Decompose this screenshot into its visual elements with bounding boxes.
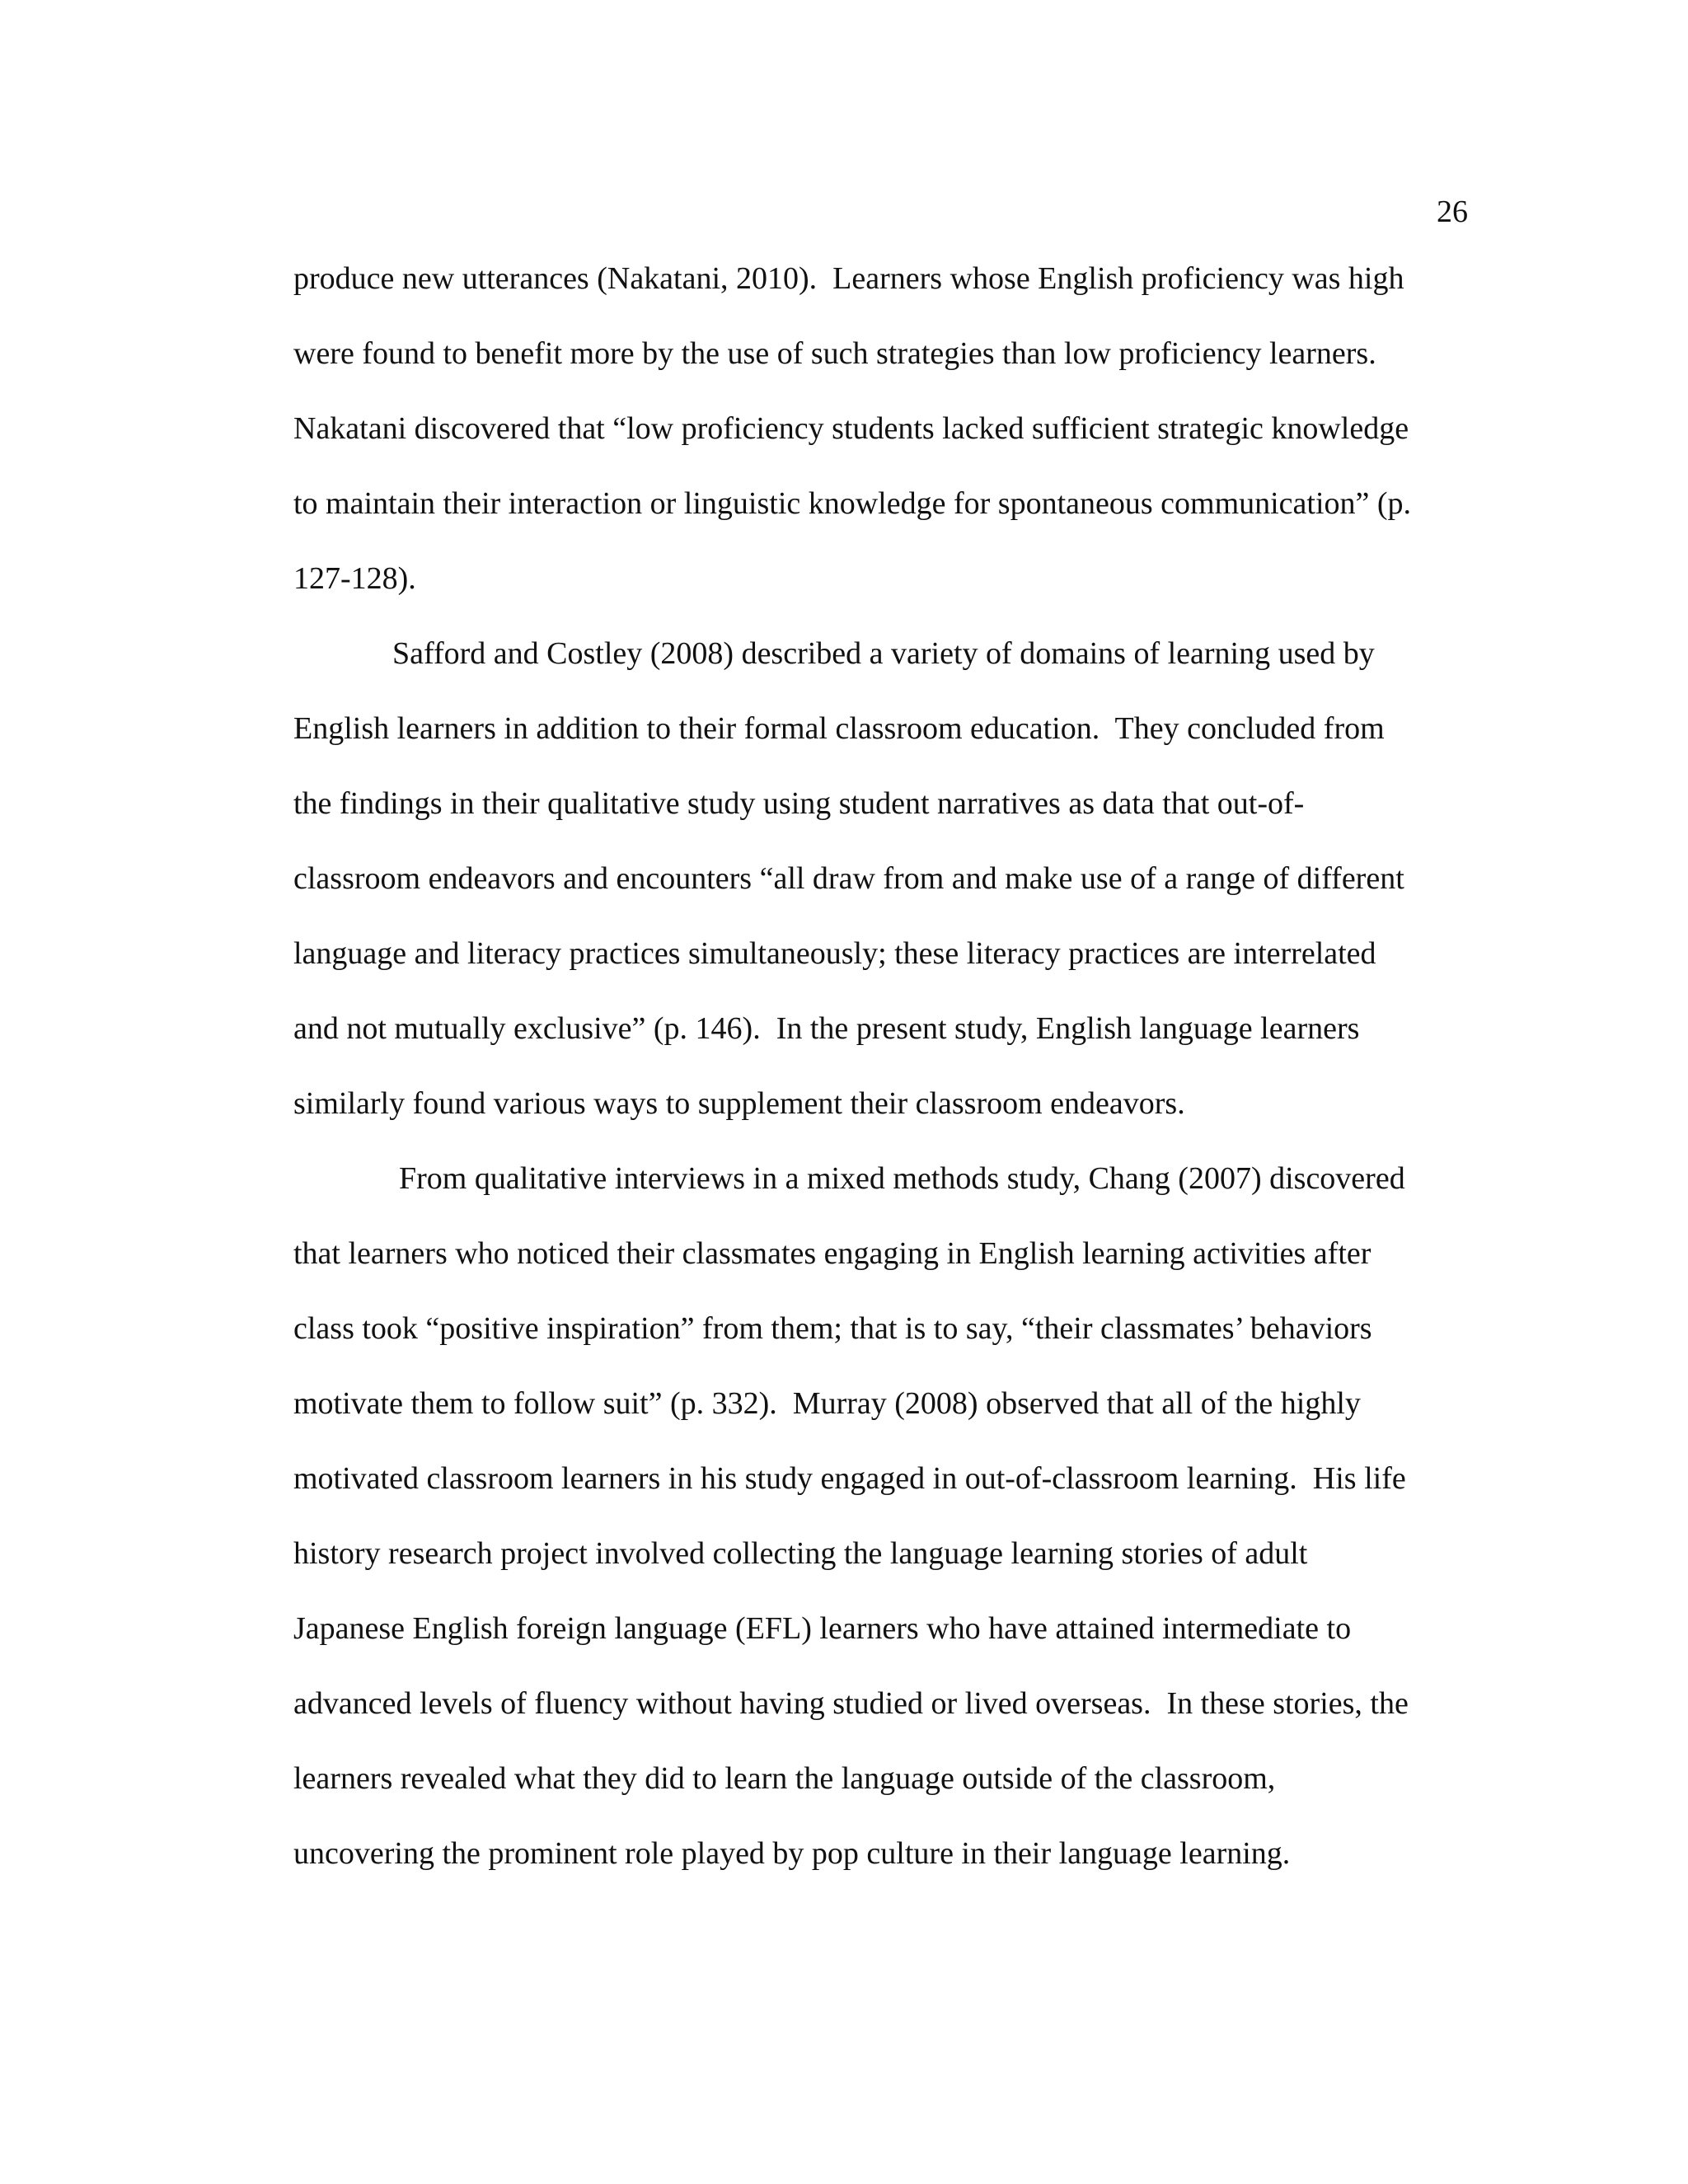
- text-line: advanced levels of fluency without having studied or lived overseas. In these stories, the: [293, 1686, 1409, 1721]
- body-text: [293, 250, 1456, 1900]
- text-line: Nakatani discovered that “low proficiency students lacked sufficient strategic knowledge: [293, 411, 1409, 446]
- text-line: and not mutually exclusive” (p. 146). In the present study, English language learners: [293, 1011, 1360, 1046]
- text-line: motivate them to follow suit” (p. 332). Murray (2008) observed that all of the highly: [293, 1386, 1361, 1421]
- text-line: motivated classroom learners in his study engaged in out-of-classroom learning. His life: [293, 1461, 1406, 1496]
- text-line: produce new utterances (Nakatani, 2010). Learners whose English proficiency was high: [293, 261, 1404, 296]
- text-line: uncovering the prominent role played by pop culture in their language learning.: [293, 1836, 1291, 1871]
- text-line: class took “positive inspiration” from them; that is to say, “their classmates’ behaviors: [293, 1311, 1372, 1346]
- text-line: similarly found various ways to supplement their classroom endeavors.: [293, 1086, 1185, 1121]
- page-number: 26: [1437, 194, 1468, 229]
- text-line: to maintain their interaction or linguistic knowledge for spontaneous communication” (p.: [293, 486, 1412, 521]
- paragraph-start-line: From qualitative interviews in a mixed methods study, Chang (2007) discovered: [399, 1161, 1405, 1196]
- text-line: English learners in addition to their formal classroom education. They concluded from: [293, 711, 1385, 746]
- text-line: language and literacy practices simultaneously; these literacy practices are interrelated: [293, 936, 1376, 971]
- text-line: Japanese English foreign language (EFL) learners who have attained intermediate to: [293, 1611, 1352, 1646]
- text-line: learners revealed what they did to learn the language outside of the classroom,: [293, 1761, 1276, 1796]
- text-line: classroom endeavors and encounters “all draw from and make use of a range of different: [293, 861, 1404, 896]
- text-line: 127-128).: [293, 561, 416, 596]
- text-line: were found to benefit more by the use of such strategies than low proficiency learners.: [293, 336, 1376, 371]
- paragraph-start-line: Safford and Costley (2008) described a variety of domains of learning used by: [392, 636, 1375, 671]
- text-line: that learners who noticed their classmates engaging in English learning activities after: [293, 1236, 1372, 1271]
- text-line: history research project involved collecting the language learning stories of adult: [293, 1536, 1308, 1571]
- text-line: the findings in their qualitative study using student narratives as data that out-of-: [293, 786, 1305, 821]
